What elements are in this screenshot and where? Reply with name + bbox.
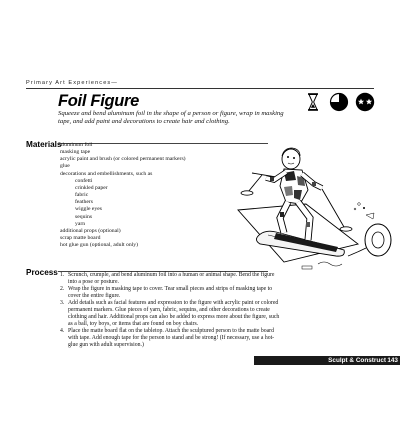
material-item: masking tape (60, 149, 91, 156)
activity-icons (303, 92, 377, 112)
material-item: decorations and embellishments, such as (60, 170, 153, 177)
activity-intro: Squeeze and bend aluminum foil in the shape of a person or figure, wrap in masking tape, and add paint and decorations to create hair and clothing. (58, 110, 284, 126)
step-number: 2. (60, 286, 65, 293)
material-subitem: confetti (75, 177, 93, 184)
material-subitem: yarn (75, 220, 86, 227)
material-item: glue (60, 163, 70, 170)
material-subitem: fabric (75, 192, 89, 199)
process-step (60, 328, 283, 349)
step-text: Wrap the figure in masking tape to cover. Tear small pieces and strips of masking tape to cover the entire figure. (68, 286, 273, 300)
material-item: acrylic paint and brush (or colored permanent markers) (60, 156, 186, 163)
foil-figure-illustration (218, 140, 392, 276)
step-text: Add details such as facial features and expression to the figure with acrylic paint or colored permanent markers. Glue pieces of yarn, fabric, sequins, and other decorations to create clothing and hair. Additional props can also be added to express more about the figure, such as a ball, toy boys, or items that are found on boy chairs. (68, 300, 280, 328)
process-step (60, 286, 283, 300)
step-number: 1. (60, 272, 65, 278)
material-item: aluminum foil (60, 142, 93, 148)
hourglass-icon (303, 92, 323, 112)
step-text: Place the matte board flat on the tabletop. Attach the sculptured person to the matte board with tape. Add enough tape for the person to stand and be strong! (If necessary, use a hot-glue gun with adult supervision.) (68, 328, 275, 349)
material-subitem: sequins (75, 213, 93, 220)
step-number: 3. (60, 300, 65, 307)
material-item: hot glue gun (optional, adult only) (60, 242, 139, 249)
step-text: Scrunch, crumple, and bend aluminum foil into a human or animal shape. Bend the figure into a pose or posture. (68, 272, 275, 286)
material-subitem: feathers (75, 199, 93, 206)
process-steps (60, 272, 283, 350)
activity-title: Foil Figure (58, 92, 140, 110)
header-rule (26, 88, 374, 89)
footer-section-title: Sculpt & Construct (328, 357, 386, 364)
process-heading: Process (26, 268, 58, 277)
step-number: 4. (60, 328, 65, 335)
materials-list (60, 142, 220, 249)
material-item: additional props (optional) (60, 227, 121, 234)
material-subitem: crinkled paper (75, 184, 108, 191)
material-item: scrap matte board (60, 235, 101, 242)
two-stars-icon (355, 92, 375, 112)
series-heading: Primary Art Experiences— (26, 80, 118, 86)
material-subitem: wiggle eyes (75, 206, 103, 213)
process-step (60, 300, 283, 328)
materials-heading: Materials (26, 140, 62, 149)
page-number: 143 (387, 357, 398, 364)
process-step (60, 272, 283, 286)
pie-three-quarter-icon (329, 92, 349, 112)
